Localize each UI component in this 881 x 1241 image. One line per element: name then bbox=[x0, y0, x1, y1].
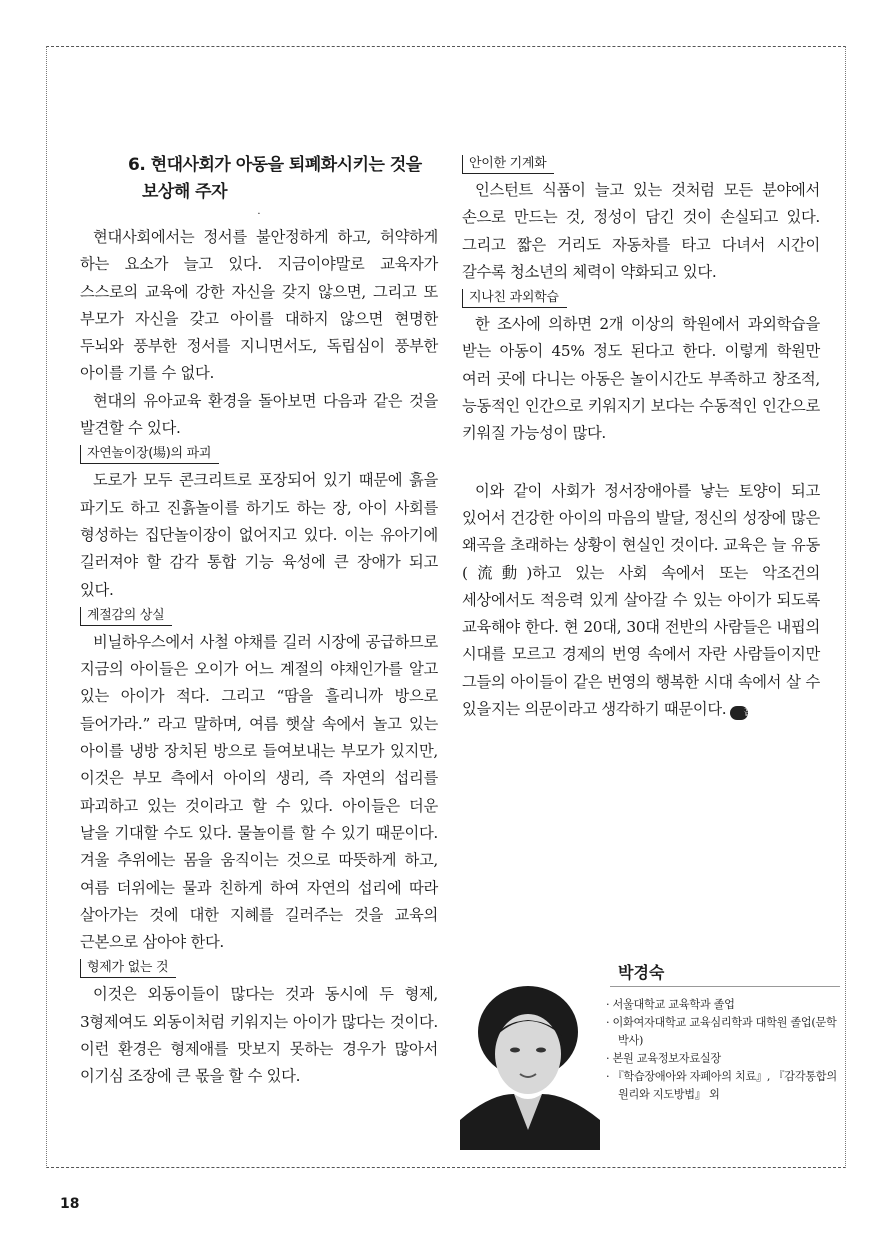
author-photo bbox=[460, 970, 600, 1150]
page-number: 18 bbox=[60, 1196, 80, 1212]
season-loss-paragraph: 비닐하우스에서 사철 야채를 길러 시장에 공급하므로 지금의 아이들은 오이가 어느 계절의 야채인가를 알고 있는 아이가 적다. 그리고 “땀을 흘리니까 방으로 들어가라.” 라고 말하며, 여름 햇살 속에서 놀고 있는 아이를 냉방 장치된 방으로 들여보내는 부모가 있지만, 이것은 부모 측에서 아이의 생리, 즉 자연의 섭리를 파괴하고 있는 것이라고 할 수 있다. 아이들은 더운 날을 기대할 수도 있다. 물놀이를 할 수 있기 때문이다. 겨울 추위에는 몸을 움직이는 것으로 따뜻하게 하고, 여름 더위에는 물과 친하게 하여 자연의 섭리에 따라 살아가는 것에 대한 지혜를 길러주는 것을 교육의 근본으로 삼아야 한다. bbox=[80, 632, 438, 952]
mechanization-paragraph: 인스턴트 식품이 늘고 있는 것처럼 모든 분야에서 손으로 만드는 것, 정성이 담긴 것이 손실되고 있다. 그리고 짧은 거리도 자동차를 타고 다녀서 시간이 갈수록 청소년의 체력이 약화되고 있다. bbox=[462, 181, 820, 281]
conclusion-paragraph bbox=[462, 478, 820, 724]
subheading-nature-play: 자연놀이장(場)의 파괴 bbox=[80, 445, 219, 464]
cv-item: · 이화여자대학교 교육심리학과 대학원 졸업(문학박사) bbox=[606, 1016, 837, 1047]
separator-dot: · bbox=[257, 209, 261, 220]
no-siblings-paragraph: 이것은 외동이들이 많다는 것과 동시에 두 형제, 3형제여도 외동이처럼 키워지는 아이가 많다는 것이다. 이런 환경은 형제애를 맛보지 못하는 경우가 많아서 이기심 조장에 큰 몫을 할 수 있다. bbox=[80, 985, 438, 1086]
cv-item: · 본원 교육정보자료실장 bbox=[606, 1052, 721, 1065]
heading-line-1: 6. 현대사회가 아동을 퇴폐화시키는 것을 bbox=[128, 155, 422, 175]
heading-line-2: 보상해 주자 bbox=[142, 182, 228, 202]
intro-paragraph-2: 현대의 유아교육 환경을 돌아보면 다음과 같은 것을 발견할 수 있다. bbox=[80, 391, 438, 438]
section-heading bbox=[128, 152, 438, 206]
intro-paragraph-1: 현대사회에서는 정서를 불안정하게 하고, 허약하게 하는 요소가 늘고 있다. 지금이야말로 교육자가 스스로의 교육에 강한 자신을 갖지 않으면, 그리고 또 부모가 자신을 갖고 아이를 대하지 않으면 현명한 두뇌와 풍부한 정서를 지니면서도, 독립심이 풍부한 아이를 기를 수 없다. bbox=[80, 228, 438, 383]
subheading-no-siblings: 형제가 없는 것 bbox=[80, 959, 176, 978]
end-mark-icon: 끝 bbox=[730, 706, 748, 720]
right-column bbox=[462, 152, 820, 723]
cv-item: · 『학습장애아와 자폐아의 치료』, 『감각통합의 원리와 지도방법』 외 bbox=[606, 1070, 837, 1101]
conclusion-text: 이와 같이 사회가 정서장애아를 낳는 토양이 되고 있어서 건강한 아이의 마음의 발달, 정신의 성장에 많은 왜곡을 초래하는 상황이 현실인 것이다. 교육은 늘 유동(流動)하고 있는 사회 속에서 또는 악조건의 세상에서도 적응력 있게 살아갈 수 있는 아이가 되도록 교육해야 한다. 현 20대, 30대 전반의 사람들은 내핍의 시대를 모르고 경제의 번영 속에서 자란 사람들이지만 그들의 아이들이 같은 번영의 행복한 시대 속에서 살 수 있을지는 의문이라고 생각하기 때문이다. bbox=[462, 481, 820, 719]
subheading-tutoring: 지나친 과외학습 bbox=[462, 289, 567, 308]
author-name: 박경숙 bbox=[618, 963, 665, 982]
subheading-season-loss: 계절감의 상실 bbox=[80, 607, 172, 626]
cv-item: · 서울대학교 교육학과 졸업 bbox=[606, 998, 735, 1011]
author-divider bbox=[610, 986, 840, 987]
subheading-mechanization: 안이한 기계화 bbox=[462, 155, 554, 174]
author-cv-list bbox=[606, 996, 846, 1104]
tutoring-paragraph: 한 조사에 의하면 2개 이상의 학원에서 과외학습을 받는 아동이 45% 정도 된다고 한다. 이렇게 학원만 여러 곳에 다니는 아동은 놀이시간도 부족하고 창조적, 능동적인 인간으로 키워지기 보다는 수동적인 인간으로 키워질 가능성이 많다. bbox=[462, 315, 820, 443]
author-profile bbox=[460, 960, 840, 1140]
spacer bbox=[462, 448, 820, 478]
nature-play-paragraph: 도로가 모두 콘크리트로 포장되어 있기 때문에 흙을 파기도 하고 진흙놀이를 하기도 하는 장, 아이 사회를 형성하는 집단놀이장이 없어지고 있다. 이는 유아기에 길러져야 할 감각 통합 기능 육성에 큰 장애가 되고 있다. bbox=[80, 471, 438, 599]
left-column bbox=[80, 152, 438, 1091]
